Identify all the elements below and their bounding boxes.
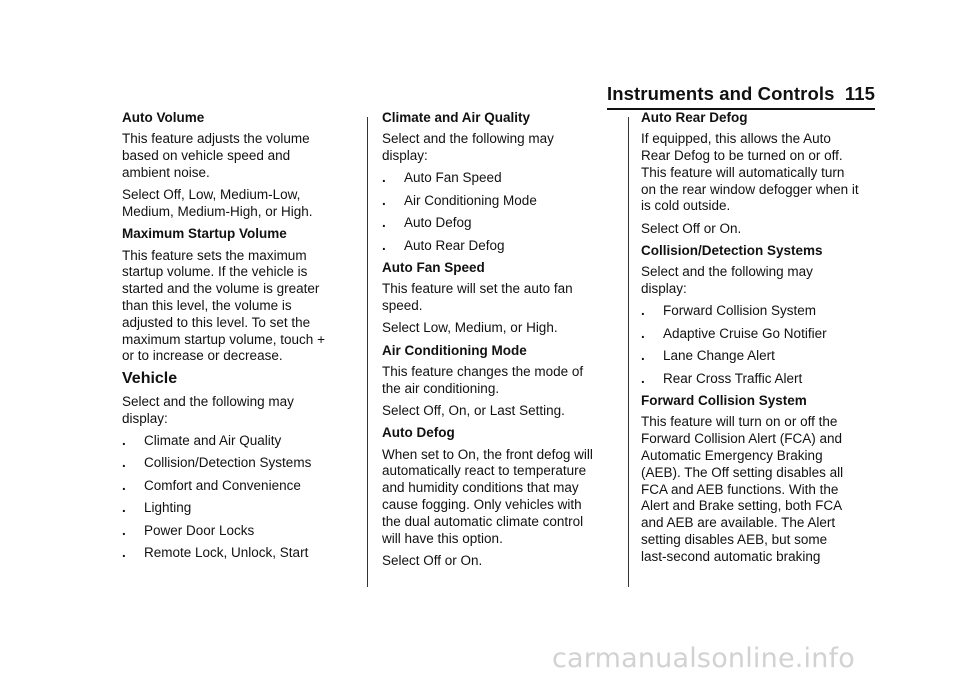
bullet: .: [122, 500, 126, 516]
bullet: .: [382, 237, 386, 253]
auto-fan-speed-description: This feature will set the auto fan speed.: [382, 281, 573, 314]
bullet: .: [122, 477, 126, 493]
vehicle-intro: Select and the following may display:: [122, 393, 294, 426]
bullet: .: [382, 170, 386, 186]
ac-mode-description: This feature changes the mode of the air conditioning.: [382, 363, 584, 396]
page-header: [607, 83, 875, 105]
section-title: Instruments and Controls: [607, 83, 835, 104]
list-item: [382, 238, 612, 255]
collision-intro: Select and the following may display:: [641, 264, 813, 297]
list-item-label: Auto Rear Defog: [404, 237, 505, 253]
column-2: [382, 110, 612, 575]
auto-rear-defog-description: If equipped, this allows the Auto Rear Defog to be turned on or off. This feature will automatically turn on the rear window defogger when it is cold outside.: [641, 131, 859, 214]
auto-defog-heading: Auto Defog: [382, 425, 455, 441]
max-startup-volume-description: This feature sets the maximum startup volume. If the vehicle is started and the volume is greater than this level, the volume is adjusted to this level. To set the maximum startup volume, touch + or to increase or decrease.: [122, 247, 325, 364]
auto-volume-description: This feature adjusts the volume based on vehicle speed and ambient noise.: [122, 131, 310, 180]
list-item-label: Auto Fan Speed: [404, 170, 502, 186]
list-item-label: Collision/Detection Systems: [144, 455, 312, 471]
forward-collision-heading: Forward Collision System: [641, 393, 807, 409]
max-startup-volume-heading: Maximum Startup Volume: [122, 226, 287, 242]
list-item-label: Power Door Locks: [144, 522, 255, 538]
list-item: [382, 170, 612, 187]
list-item-label: Climate and Air Quality: [144, 433, 282, 449]
auto-rear-defog-options: Select Off or On.: [641, 220, 742, 236]
column-divider-2: [628, 117, 629, 587]
list-item: [122, 433, 350, 450]
bullet: .: [641, 303, 645, 319]
list-item: [641, 348, 877, 365]
list-item-label: Lane Change Alert: [663, 348, 775, 364]
list-item-label: Remote Lock, Unlock, Start: [144, 545, 309, 560]
bullet: .: [382, 215, 386, 231]
bullet: .: [122, 545, 126, 560]
list-item-label: Comfort and Convenience: [144, 477, 301, 493]
list-item: [122, 478, 350, 495]
bullet: .: [641, 325, 645, 341]
column-1: [122, 110, 350, 567]
collision-heading: Collision/Detection Systems: [641, 243, 823, 259]
page-number: 115: [844, 83, 875, 104]
list-item-label: Lighting: [144, 500, 192, 516]
list-item: [641, 303, 877, 320]
auto-fan-speed-heading: Auto Fan Speed: [382, 259, 485, 275]
auto-defog-description: When set to On, the front defog will automatically react to temperature and humidity conditions that may cause fogging. Only vehicles with the dual automatic climate control will have this option.: [382, 446, 593, 546]
list-item-label: Forward Collision System: [663, 303, 817, 319]
list-item: [122, 500, 350, 517]
climate-intro: Select and the following may display:: [382, 131, 554, 164]
list-item: [382, 193, 612, 210]
ac-mode-options: Select Off, On, or Last Setting.: [382, 403, 565, 419]
watermark: carmanualsonline.info: [552, 643, 855, 674]
bullet: .: [122, 433, 126, 449]
column-divider-1: [367, 117, 368, 587]
auto-rear-defog-heading: Auto Rear Defog: [641, 110, 748, 125]
bullet: .: [382, 192, 386, 208]
climate-heading: Climate and Air Quality: [382, 110, 531, 125]
list-item-label: Air Conditioning Mode: [404, 192, 537, 208]
vehicle-heading: Vehicle: [122, 370, 178, 388]
auto-fan-speed-options: Select Low, Medium, or High.: [382, 320, 558, 336]
forward-collision-description: This feature will turn on or off the Forward Collision Alert (FCA) and Automatic Emergency Braking (AEB). The Off setting disables all FCA and AEB functions. With the Alert and Brake setting, both FCA and AEB are available. The Alert setting disables AEB, but some last-second automatic braking: [641, 414, 844, 564]
list-item-label: Auto Defog: [404, 215, 472, 231]
auto-volume-heading: Auto Volume: [122, 110, 205, 125]
bullet: .: [122, 522, 126, 538]
bullet: .: [641, 348, 645, 364]
bullet: .: [641, 370, 645, 386]
list-item: [641, 326, 877, 343]
column-3: [641, 110, 877, 571]
list-item: [122, 455, 350, 472]
list-item: [382, 215, 612, 232]
bullet: .: [122, 455, 126, 471]
list-item-label: Adaptive Cruise Go Notifier: [663, 325, 827, 341]
list-item: [122, 523, 350, 540]
auto-defog-options: Select Off or On.: [382, 552, 483, 568]
ac-mode-heading: Air Conditioning Mode: [382, 342, 527, 358]
list-item-label: Rear Cross Traffic Alert: [663, 370, 803, 386]
list-item: [122, 545, 350, 562]
auto-volume-options: Select Off, Low, Medium-Low, Medium, Medium-High, or High.: [122, 187, 313, 219]
list-item: [641, 371, 877, 388]
